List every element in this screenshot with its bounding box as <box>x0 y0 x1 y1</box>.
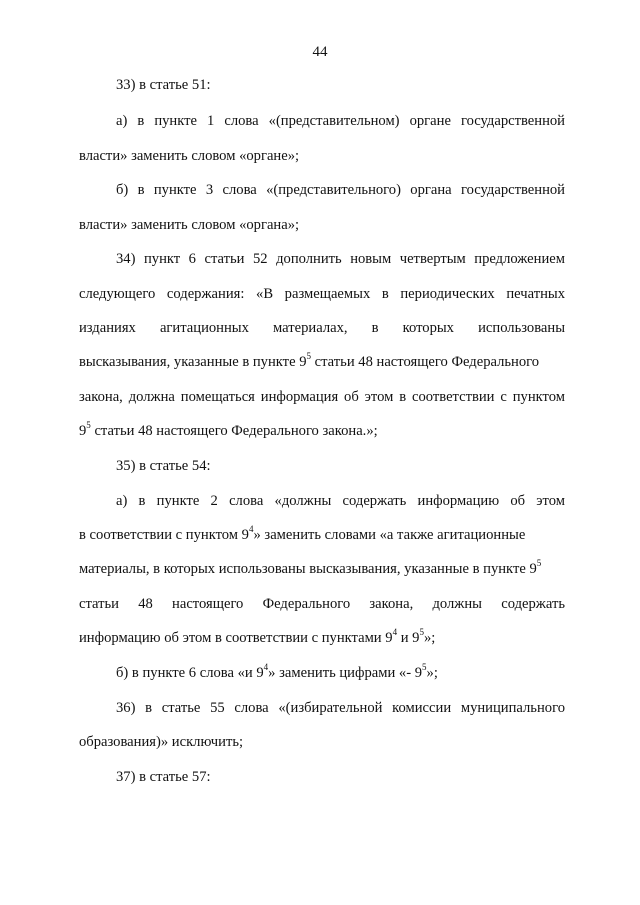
text-run: и 9 <box>397 630 420 646</box>
text-run: » заменить словами «а также агитационные <box>253 527 526 543</box>
item-33-heading: 33) в статье 51: <box>116 77 211 93</box>
text-run: в соответствии с пунктом 9 <box>79 527 249 543</box>
superscript: 5 <box>419 627 424 638</box>
item-34-line-4 <box>79 353 565 371</box>
page-number: 44 <box>312 44 328 60</box>
item-34-line-5: закона, должна помещаться информация об этом в соответствии с пунктом <box>79 389 565 405</box>
superscript: 4 <box>392 627 398 638</box>
item-35a-line-2 <box>79 526 565 544</box>
superscript: 4 <box>248 524 254 535</box>
item-35-heading: 35) в статье 54: <box>116 458 211 474</box>
item-36-line-2: образования)» исключить; <box>79 734 244 750</box>
text-run: статьи 48 настоящего Федерального <box>311 354 540 370</box>
item-35a-line-5 <box>79 629 565 647</box>
item-35a-line-4: статьи 48 настоящего Федерального закона, должны содержать <box>79 596 565 612</box>
superscript: 5 <box>422 662 427 673</box>
text-run: »; <box>423 630 436 646</box>
item-34-line-3: изданиях агитационных материалах, в которых использованы <box>79 320 565 336</box>
text-run: информацию об этом в соответствии с пунктами 9 <box>79 630 393 646</box>
item-37-heading: 37) в статье 57: <box>116 769 211 785</box>
text-run: статьи 48 настоящего Федерального закона.»; <box>90 423 378 439</box>
superscript: 5 <box>86 420 91 431</box>
text-run: высказывания, указанные в пункте 9 <box>79 354 307 370</box>
item-33a-line-2: власти» заменить словом «органе»; <box>79 148 300 164</box>
text-run: »; <box>426 665 438 681</box>
item-33b-line-1: б) в пункте 3 слова «(представительного) органа государственной <box>116 182 565 198</box>
item-35a-line-1: а) в пункте 2 слова «должны содержать информацию об этом <box>116 493 565 509</box>
item-34-line-2: следующего содержания: «В размещаемых в периодических печатных <box>79 286 565 302</box>
item-34-line-1: 34) пункт 6 статьи 52 дополнить новым четвертым предложением <box>116 251 565 267</box>
text-run: 9 <box>79 423 87 439</box>
item-33a-line-1: а) в пункте 1 слова «(представительном) органе государственной <box>116 113 565 129</box>
item-34-line-6 <box>79 422 565 440</box>
item-33b-line-2: власти» заменить словом «органа»; <box>79 217 300 233</box>
superscript: 5 <box>536 558 542 569</box>
text-run: материалы, в которых использованы высказывания, указанные в пункте 9 <box>79 561 537 577</box>
superscript: 4 <box>263 662 269 673</box>
text-run: б) в пункте 6 слова «и 9 <box>116 665 264 681</box>
item-35a-line-3 <box>79 560 565 578</box>
text-run: » заменить цифрами «- 9 <box>268 665 423 681</box>
item-36-line-1: 36) в статье 55 слова «(избирательной комиссии муниципального <box>116 700 565 716</box>
superscript: 5 <box>306 351 311 362</box>
item-35b-line-1 <box>116 664 565 682</box>
